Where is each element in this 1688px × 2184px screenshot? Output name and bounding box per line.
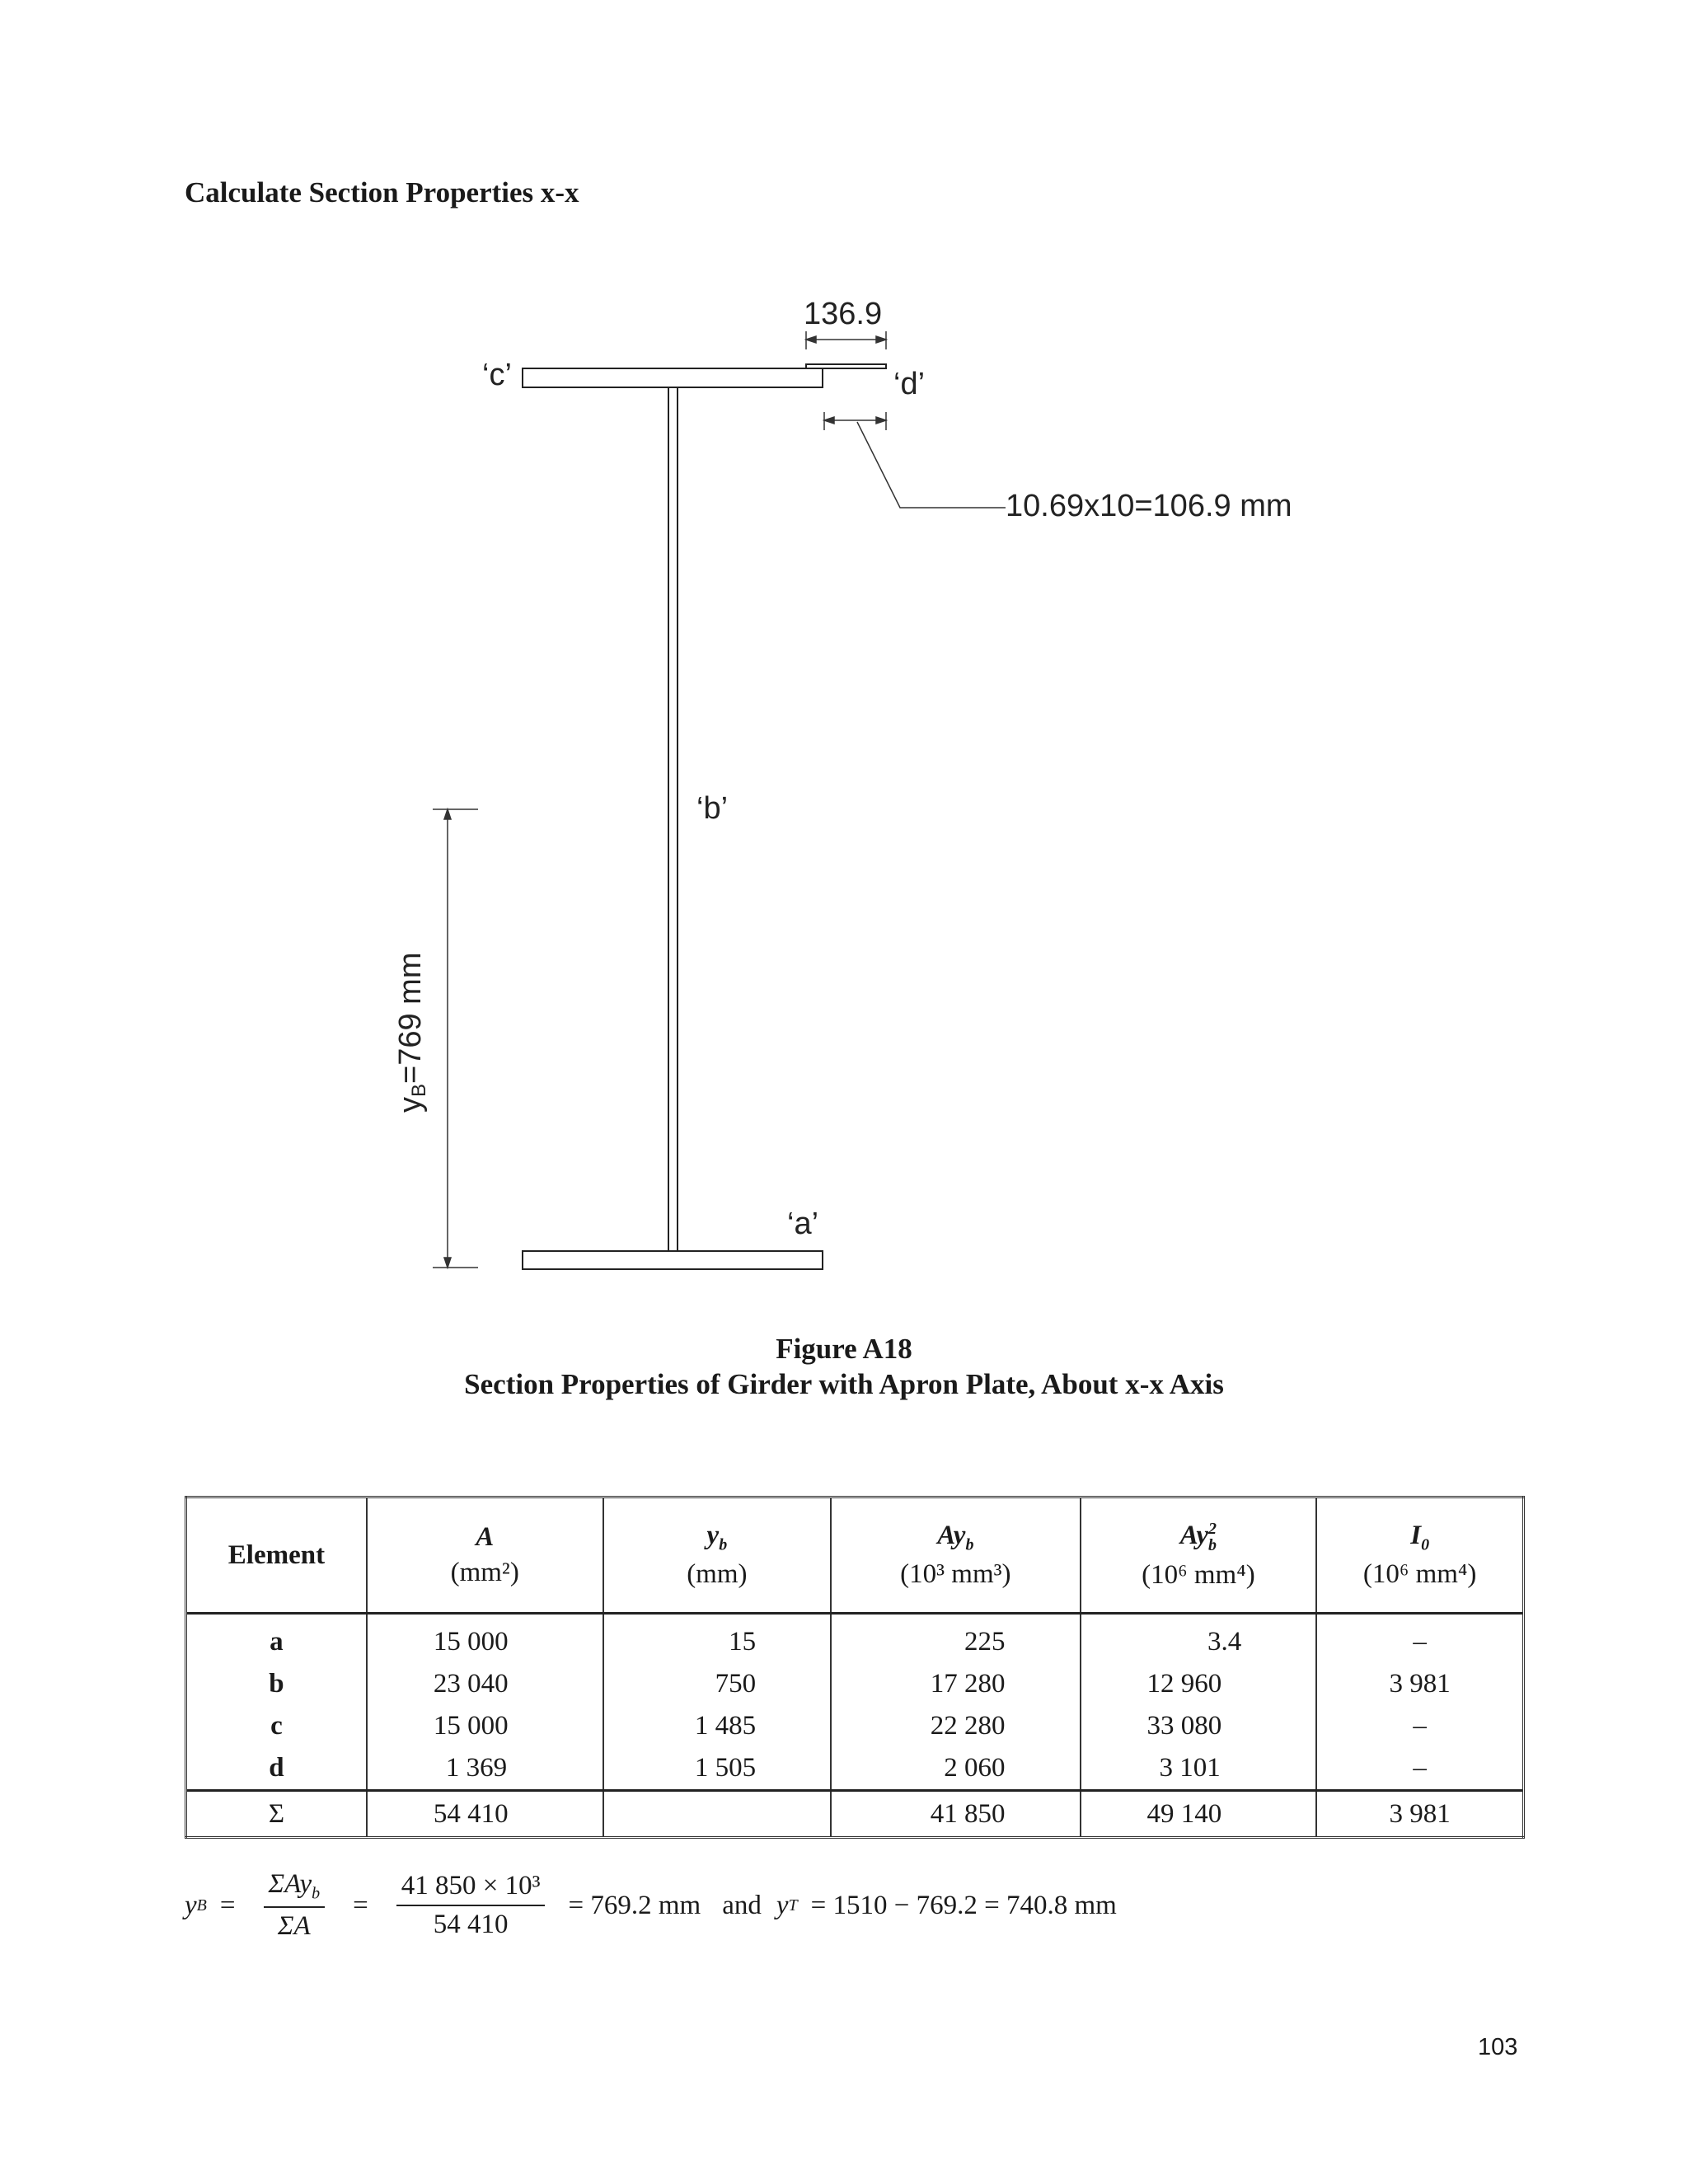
eq-result-yt: = 1510 − 769.2 = 740.8 mm bbox=[810, 1890, 1117, 1920]
cell-i0: – bbox=[1316, 1614, 1523, 1664]
eq-frac2-num: 41 850 × 10³ bbox=[396, 1871, 546, 1906]
cell-element: a bbox=[270, 1627, 284, 1657]
dim-yb-symbol: y bbox=[393, 1097, 428, 1113]
cell-ayb: 2 060 bbox=[831, 1747, 1080, 1791]
total-area: 54 410 bbox=[367, 1791, 603, 1838]
header-ayb-unit: (10³ mm³) bbox=[900, 1559, 1011, 1590]
header-area-unit: (mm²) bbox=[450, 1558, 519, 1587]
dim-top-arrow-left bbox=[806, 336, 816, 343]
cell-area: 15 000 bbox=[367, 1705, 603, 1747]
table-row bbox=[186, 1614, 1524, 1664]
cell-area: 15 000 bbox=[367, 1614, 603, 1664]
header-ayb2 bbox=[1081, 1497, 1317, 1614]
cell-i0: 3 981 bbox=[1316, 1663, 1523, 1705]
label-a: ‘a’ bbox=[787, 1207, 819, 1241]
label-b: ‘b’ bbox=[696, 791, 729, 826]
header-i0-symbol: $I_0$ bbox=[1410, 1520, 1430, 1554]
dim-top-label: 136.9 bbox=[804, 297, 883, 331]
header-area-symbol: A bbox=[476, 1522, 495, 1552]
eq-yt-symbol: y bbox=[776, 1890, 789, 1920]
centroid-equation bbox=[185, 1864, 1117, 1947]
callout-leader bbox=[857, 422, 1006, 508]
eq-yb-symbol: y bbox=[185, 1890, 197, 1920]
cell-area: 1 369 bbox=[367, 1747, 603, 1791]
figure-number: Figure A18 bbox=[776, 1333, 912, 1365]
eq-frac1-num: ΣAy$_b$ bbox=[264, 1869, 326, 1909]
label-d: ‘d’ bbox=[893, 367, 926, 401]
cell-ayb: 22 280 bbox=[831, 1705, 1080, 1747]
section-properties-table bbox=[185, 1496, 1525, 1839]
cell-element: c bbox=[270, 1711, 283, 1741]
total-ayb2: 49 140 bbox=[1081, 1791, 1317, 1838]
cell-i0: – bbox=[1316, 1747, 1523, 1791]
header-ayb-symbol: $Ay_b$ bbox=[937, 1520, 974, 1554]
section-heading: Calculate Section Properties x-x bbox=[185, 176, 579, 209]
header-area bbox=[367, 1497, 603, 1614]
cell-yb: 1 485 bbox=[603, 1705, 832, 1747]
total-yb bbox=[603, 1791, 832, 1838]
eq-and: and bbox=[722, 1890, 762, 1920]
cell-ayb: 17 280 bbox=[831, 1663, 1080, 1705]
header-yb-symbol: $y_b$ bbox=[706, 1520, 728, 1554]
label-c: ‘c’ bbox=[482, 358, 512, 392]
table-row bbox=[186, 1705, 1524, 1747]
cell-i0: – bbox=[1316, 1705, 1523, 1747]
table-row bbox=[186, 1747, 1524, 1791]
header-i0 bbox=[1316, 1497, 1523, 1614]
total-symbol: Σ bbox=[186, 1791, 367, 1838]
apron-plate-d bbox=[806, 364, 886, 368]
header-i0-unit: (10⁶ mm⁴) bbox=[1362, 1559, 1477, 1590]
header-element: Element bbox=[186, 1497, 367, 1614]
eq-yb-sub: B bbox=[196, 1896, 207, 1915]
cell-ayb2: 3 101 bbox=[1081, 1747, 1317, 1791]
table-total-row bbox=[186, 1791, 1524, 1838]
header-ayb bbox=[831, 1497, 1080, 1614]
cell-yb: 750 bbox=[603, 1663, 832, 1705]
dim-top-arrow-right bbox=[876, 336, 886, 343]
bottom-flange-a bbox=[523, 1251, 823, 1269]
cell-ayb2: 33 080 bbox=[1081, 1705, 1317, 1747]
dim-yb-arrow-bottom bbox=[444, 1258, 451, 1268]
table-header-row bbox=[186, 1497, 1524, 1614]
dim-yb-value: =769 mm bbox=[393, 952, 428, 1084]
cell-element: b bbox=[269, 1669, 284, 1699]
total-ayb: 41 850 bbox=[831, 1791, 1080, 1838]
eq-frac1-den: ΣA bbox=[277, 1911, 311, 1942]
header-ayb2-unit: (10⁶ mm⁴) bbox=[1142, 1559, 1255, 1590]
eq-frac2-den: 54 410 bbox=[433, 1910, 509, 1939]
eq-fraction-symbolic bbox=[264, 1869, 326, 1943]
dim-yb-sub: B bbox=[408, 1083, 430, 1097]
cell-element: d bbox=[269, 1753, 284, 1783]
page-number: 103 bbox=[1478, 2034, 1518, 2060]
cell-ayb: 225 bbox=[831, 1614, 1080, 1664]
figure-title: Section Properties of Girder with Apron Plate, About x-x Axis bbox=[464, 1368, 1224, 1400]
header-ayb2-symbol: $Ay^2_b$ bbox=[1179, 1520, 1217, 1554]
cell-ayb2: 3.4 bbox=[1081, 1614, 1317, 1664]
eq-yt-sub: T bbox=[788, 1896, 798, 1915]
total-i0: 3 981 bbox=[1316, 1791, 1523, 1838]
eq-result-yb: = 769.2 mm bbox=[568, 1890, 701, 1920]
header-yb bbox=[603, 1497, 832, 1614]
dim-callout-label: 10.69x10=106.9 mm bbox=[1006, 489, 1292, 523]
table-row bbox=[186, 1663, 1524, 1705]
cell-ayb2: 12 960 bbox=[1081, 1663, 1317, 1705]
cell-yb: 15 bbox=[603, 1614, 832, 1664]
top-flange-c bbox=[523, 368, 823, 387]
cell-area: 23 040 bbox=[367, 1663, 603, 1705]
eq-fraction-numeric bbox=[396, 1871, 546, 1940]
dim-yb-arrow-top bbox=[444, 809, 451, 819]
eq-equals-1: = bbox=[219, 1890, 236, 1920]
eq-equals-2: = bbox=[353, 1890, 368, 1920]
dim-yb-label bbox=[393, 953, 430, 1113]
header-yb-unit: (mm) bbox=[687, 1559, 748, 1590]
cell-yb: 1 505 bbox=[603, 1747, 832, 1791]
